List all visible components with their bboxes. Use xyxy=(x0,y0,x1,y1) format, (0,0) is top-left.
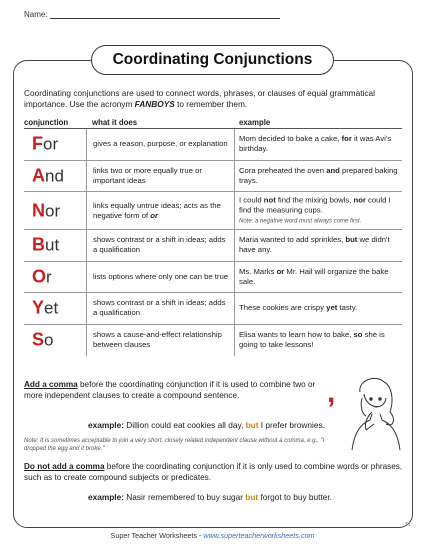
example-label: example: xyxy=(88,420,124,430)
conjunction-description: gives a reason, purpose, or explanation xyxy=(93,139,228,149)
no-comma-rule-text: before the coordinating conjunction if it is only used to combine words or phrases, such as to create compound subjects or predicates. xyxy=(24,462,403,482)
comma-rule-emphasis: Add a comma xyxy=(24,380,78,389)
conjunction-word: Yet xyxy=(32,297,59,318)
conjunction-word: For xyxy=(32,133,59,154)
footer-site: Super Teacher Worksheets - xyxy=(110,531,204,540)
table-row xyxy=(24,161,402,193)
example-label: example: xyxy=(88,492,124,502)
header-example: example xyxy=(239,118,271,127)
conjunction-example: I could not find the mixing bowls, nor could I find the measuring cups. Note: a negative word must always come first. xyxy=(239,195,404,226)
conjunction-word: So xyxy=(32,329,54,350)
conjunction-word: And xyxy=(32,165,64,186)
conjunction-description: lists options where only one can be true xyxy=(93,271,229,281)
conjunction-example: These cookies are crispy yet tasty. xyxy=(239,303,358,313)
girl-illustration-icon xyxy=(340,372,410,450)
intro-acronym: FANBOYS xyxy=(134,99,175,109)
name-label: Name: xyxy=(24,10,48,19)
table-row xyxy=(24,325,402,357)
table-row xyxy=(24,293,402,325)
conjunction-table xyxy=(24,117,402,356)
conjunction-description: links two or more equally true or important ideas xyxy=(93,165,202,185)
comma-icon: , xyxy=(327,376,336,409)
intro-text-1: Coordinating conjunctions are used to connect words, phrases, or clauses of equal grammatical importance. Use the acronym xyxy=(24,88,375,109)
table-row xyxy=(24,230,402,262)
conjunction-word: Or xyxy=(32,266,52,287)
conjunction-word: Nor xyxy=(32,200,61,220)
no-comma-example: example: Nasir remembered to buy sugar but forgot to buy butter. xyxy=(88,492,332,502)
conjunction-description: links equally untrue ideas; acts as the negative form of or xyxy=(93,200,221,220)
conjunction-description: shows contrast or a shift in ideas; adds a qualification xyxy=(93,298,226,318)
comma-rule-text: before the coordinating conjunction if it is used to combine two or more independent clauses to create a compound sentence. xyxy=(24,380,316,400)
conjunction-example: Elisa wants to learn how to bake, so she is going to take lessons! xyxy=(239,330,385,350)
title-box xyxy=(91,45,334,75)
table-row xyxy=(24,262,402,294)
short-clause-note: Note: It is sometimes acceptable to join a very short, closely related independent clause without a comma, e.g., "I dropped the egg and it broke." xyxy=(24,438,325,452)
comma-rule xyxy=(24,380,324,401)
page-title: Coordinating Conjunctions xyxy=(112,51,313,68)
no-comma-rule xyxy=(24,462,404,483)
table-row xyxy=(24,192,402,230)
conjunction-example: Ms. Marks or Mr. Hail will organize the bake sale. xyxy=(239,266,389,286)
comma-example: example: Dillion could eat cookies all day, but I prefer brownies. xyxy=(88,420,325,430)
table-header xyxy=(24,117,402,129)
conjunction-description: shows a cause-and-effect relationship between clauses xyxy=(93,330,222,350)
conjunction-example: Cora preheated the oven and prepared baking trays. xyxy=(239,165,398,185)
no-comma-rule-emphasis: Do not add a comma xyxy=(24,462,105,471)
page-code: T1 xyxy=(405,522,411,528)
intro-paragraph xyxy=(24,88,404,110)
conjunction-example: Mom decided to bake a cake, for it was Avi's birthday. xyxy=(239,134,392,154)
negative-word-note: Note: a negative word must always come first. xyxy=(239,218,362,224)
header-conjunction: conjunction xyxy=(24,118,69,127)
name-line xyxy=(50,18,280,19)
conjunction-word: But xyxy=(32,234,60,255)
footer-url-link[interactable]: www.superteacherworksheets.com xyxy=(203,531,315,540)
conjunction-example: Maria wanted to add sprinkles, but we didn't have any. xyxy=(239,235,390,255)
footer xyxy=(0,531,425,540)
header-what-it-does: what it does xyxy=(92,118,138,127)
intro-text-2: to remember them. xyxy=(174,99,248,109)
conjunction-description: shows contrast or a shift in ideas; adds a qualification xyxy=(93,235,226,255)
table-row xyxy=(24,129,402,161)
